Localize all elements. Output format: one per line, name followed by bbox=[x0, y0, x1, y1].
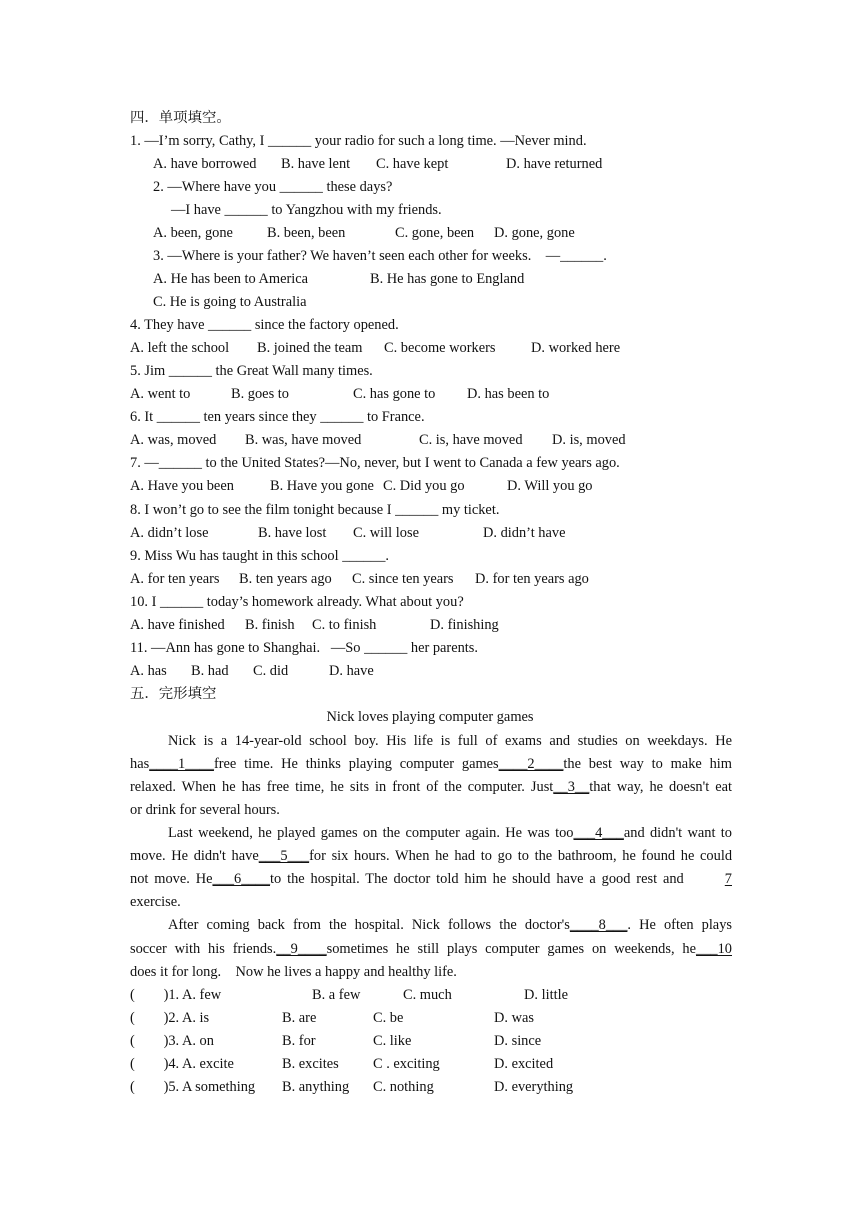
cloze-option-3-c: C. like bbox=[373, 1033, 412, 1049]
blank-7[interactable]: 7 bbox=[724, 871, 732, 887]
cloze-option-1-d: D. little bbox=[524, 987, 568, 1003]
question-11-option-b: B. had bbox=[191, 663, 229, 679]
question-6-option-a: A. was, moved bbox=[130, 432, 217, 448]
cloze-option-2-d: D. was bbox=[494, 1010, 534, 1026]
question-7-stem: 7. —______ to the United States?—No, never, but I went to Canada a few years ago. bbox=[130, 455, 620, 471]
question-5-option-b: B. goes to bbox=[231, 386, 289, 402]
cloze-option-5: ( )5. A something bbox=[130, 1079, 256, 1095]
cloze-option-4-c: C . exciting bbox=[373, 1056, 440, 1072]
question-8-option-d: D. didn’t have bbox=[483, 525, 566, 541]
passage-p2-line-4: exercise. bbox=[130, 894, 181, 910]
question-9-option-b: B. ten years ago bbox=[239, 571, 332, 587]
blank-3[interactable]: __3__ bbox=[553, 779, 590, 795]
cloze-option-5-d: D. everything bbox=[494, 1079, 574, 1095]
question-8-stem: 8. I won’t go to see the film tonight because I ______ my ticket. bbox=[130, 502, 500, 518]
question-3-stem: 3. —Where is your father? We haven’t seen each other for weeks. —______. bbox=[153, 248, 607, 264]
question-1-stem: 1. —I’m sorry, Cathy, I ______ your radio for such a long time. —Never mind. bbox=[130, 133, 587, 149]
question-2-stem: 2. —Where have you ______ these days? bbox=[153, 179, 393, 195]
question-4-option-c: C. become workers bbox=[384, 340, 496, 356]
question-8-option-a: A. didn’t lose bbox=[130, 525, 209, 541]
question-11-stem: 11. —Ann has gone to Shanghai. —So ______ her parents. bbox=[130, 640, 478, 656]
cloze-option-4: ( )4. A. excite bbox=[130, 1056, 234, 1072]
cloze-option-1-b: B. a few bbox=[312, 987, 361, 1003]
question-4-option-a: A. left the school bbox=[130, 340, 230, 356]
question-4-option-d: D. worked here bbox=[531, 340, 621, 356]
question-8-option-c: C. will lose bbox=[353, 525, 419, 541]
section-heading-single-choice: 四．单项填空。 bbox=[130, 110, 231, 126]
passage-p2-line-3: not move. He___6____to the hospital. The doctor told him he should have a good rest and 7 bbox=[130, 871, 732, 887]
cloze-option-5-c: C. nothing bbox=[373, 1079, 434, 1095]
question-4-stem: 4. They have ______ since the factory opened. bbox=[130, 317, 399, 333]
passage-p2-line-2: move. He didn't have___5___for six hours. When he had to go to the bathroom, he found he could bbox=[130, 848, 733, 864]
passage-p3-line-1: After coming back from the hospital. Nick follows the doctor's____8___. He often plays bbox=[168, 917, 732, 933]
question-11-option-a: A. has bbox=[130, 663, 167, 679]
question-2-option-c: C. gone, been bbox=[395, 225, 475, 241]
question-7-option-c: C. Did you go bbox=[383, 478, 465, 494]
passage-p1-line-3: relaxed. When he has free time, he sits in front of the computer. Just__3__that way, he doesn't eat bbox=[130, 779, 732, 795]
blank-8[interactable]: ____8___ bbox=[569, 917, 628, 933]
blank-2[interactable]: ____2____ bbox=[498, 756, 564, 772]
question-1-option-a: A. have borrowed bbox=[153, 156, 257, 172]
question-5-option-d: D. has been to bbox=[467, 386, 550, 402]
question-6-option-d: D. is, moved bbox=[552, 432, 626, 448]
section-heading-cloze: 五．完形填空 bbox=[130, 686, 217, 702]
question-5-stem: 5. Jim ______ the Great Wall many times. bbox=[130, 363, 373, 379]
question-1-option-b: B. have lent bbox=[281, 156, 351, 172]
question-6-option-b: B. was, have moved bbox=[245, 432, 362, 448]
blank-9[interactable]: __9____ bbox=[276, 941, 327, 957]
question-1-option-c: C. have kept bbox=[376, 156, 449, 172]
question-5-option-a: A. went to bbox=[130, 386, 191, 402]
question-10-option-d: D. finishing bbox=[430, 617, 499, 633]
question-2-stem-reply: —I have ______ to Yangzhou with my friends. bbox=[171, 202, 442, 218]
blank-1[interactable]: ____1____ bbox=[149, 756, 214, 772]
question-7-option-d: D. Will you go bbox=[507, 478, 593, 494]
question-8-option-b: B. have lost bbox=[258, 525, 327, 541]
question-11-option-d: D. have bbox=[329, 663, 374, 679]
blank-5[interactable]: ___5___ bbox=[258, 848, 310, 864]
question-4-option-b: B. joined the team bbox=[257, 340, 363, 356]
question-7-option-b: B. Have you gone bbox=[270, 478, 374, 494]
cloze-option-1: ( )1. A. few bbox=[130, 987, 222, 1003]
passage-title: Nick loves playing computer games bbox=[326, 709, 534, 725]
question-9-stem: 9. Miss Wu has taught in this school ______. bbox=[130, 548, 389, 564]
passage-p1-line-4: or drink for several hours. bbox=[130, 802, 280, 818]
question-2-option-a: A. been, gone bbox=[153, 225, 233, 241]
question-10-option-c: C. to finish bbox=[312, 617, 377, 633]
cloze-option-2-b: B. are bbox=[282, 1010, 317, 1026]
question-1-option-d: D. have returned bbox=[506, 156, 603, 172]
question-2-option-d: D. gone, gone bbox=[494, 225, 575, 241]
cloze-option-2-c: C. be bbox=[373, 1010, 404, 1026]
question-3-option-a: A. He has been to America bbox=[153, 271, 309, 287]
cloze-option-3-b: B. for bbox=[282, 1033, 316, 1049]
cloze-option-4-d: D. excited bbox=[494, 1056, 554, 1072]
question-11-option-c: C. did bbox=[253, 663, 289, 679]
passage-p3-line-2: soccer with his friends.__9____sometimes he still plays computer games on weekends, he___10 bbox=[130, 941, 732, 957]
cloze-option-5-b: B. anything bbox=[282, 1079, 350, 1095]
blank-4[interactable]: ___4___ bbox=[573, 825, 624, 841]
passage-p3-line-3: does it for long. Now he lives a happy and healthy life. bbox=[130, 964, 457, 980]
passage-p1-line-2: has____1____free time. He thinks playing computer games____2____the best way to make him bbox=[130, 756, 732, 772]
question-9-option-c: C. since ten years bbox=[352, 571, 454, 587]
question-3-option-c: C. He is going to Australia bbox=[153, 294, 307, 310]
question-6-stem: 6. It ______ ten years since they ______ to France. bbox=[130, 409, 425, 425]
cloze-option-1-c: C. much bbox=[403, 987, 452, 1003]
question-10-option-b: B. finish bbox=[245, 617, 295, 633]
question-3-option-b: B. He has gone to England bbox=[370, 271, 525, 287]
cloze-option-2: ( )2. A. is bbox=[130, 1010, 210, 1026]
question-9-option-d: D. for ten years ago bbox=[475, 571, 589, 587]
blank-6[interactable]: ___6____ bbox=[212, 871, 271, 887]
question-10-option-a: A. have finished bbox=[130, 617, 225, 633]
passage-p1-line-1: Nick is a 14-year-old school boy. His life is full of exams and studies on weekdays. He bbox=[168, 733, 732, 749]
question-2-option-b: B. been, been bbox=[267, 225, 346, 241]
cloze-option-3-d: D. since bbox=[494, 1033, 542, 1049]
question-6-option-c: C. is, have moved bbox=[419, 432, 523, 448]
cloze-option-4-b: B. excites bbox=[282, 1056, 339, 1072]
question-10-stem: 10. I ______ today’s homework already. What about you? bbox=[130, 594, 464, 610]
question-9-option-a: A. for ten years bbox=[130, 571, 220, 587]
blank-10[interactable]: ___10 bbox=[696, 941, 732, 957]
passage-p2-line-1: Last weekend, he played games on the computer again. He was too___4___and didn't want to bbox=[168, 825, 732, 841]
question-7-option-a: A. Have you been bbox=[130, 478, 234, 494]
cloze-option-3: ( )3. A. on bbox=[130, 1033, 214, 1049]
question-5-option-c: C. has gone to bbox=[353, 386, 436, 402]
